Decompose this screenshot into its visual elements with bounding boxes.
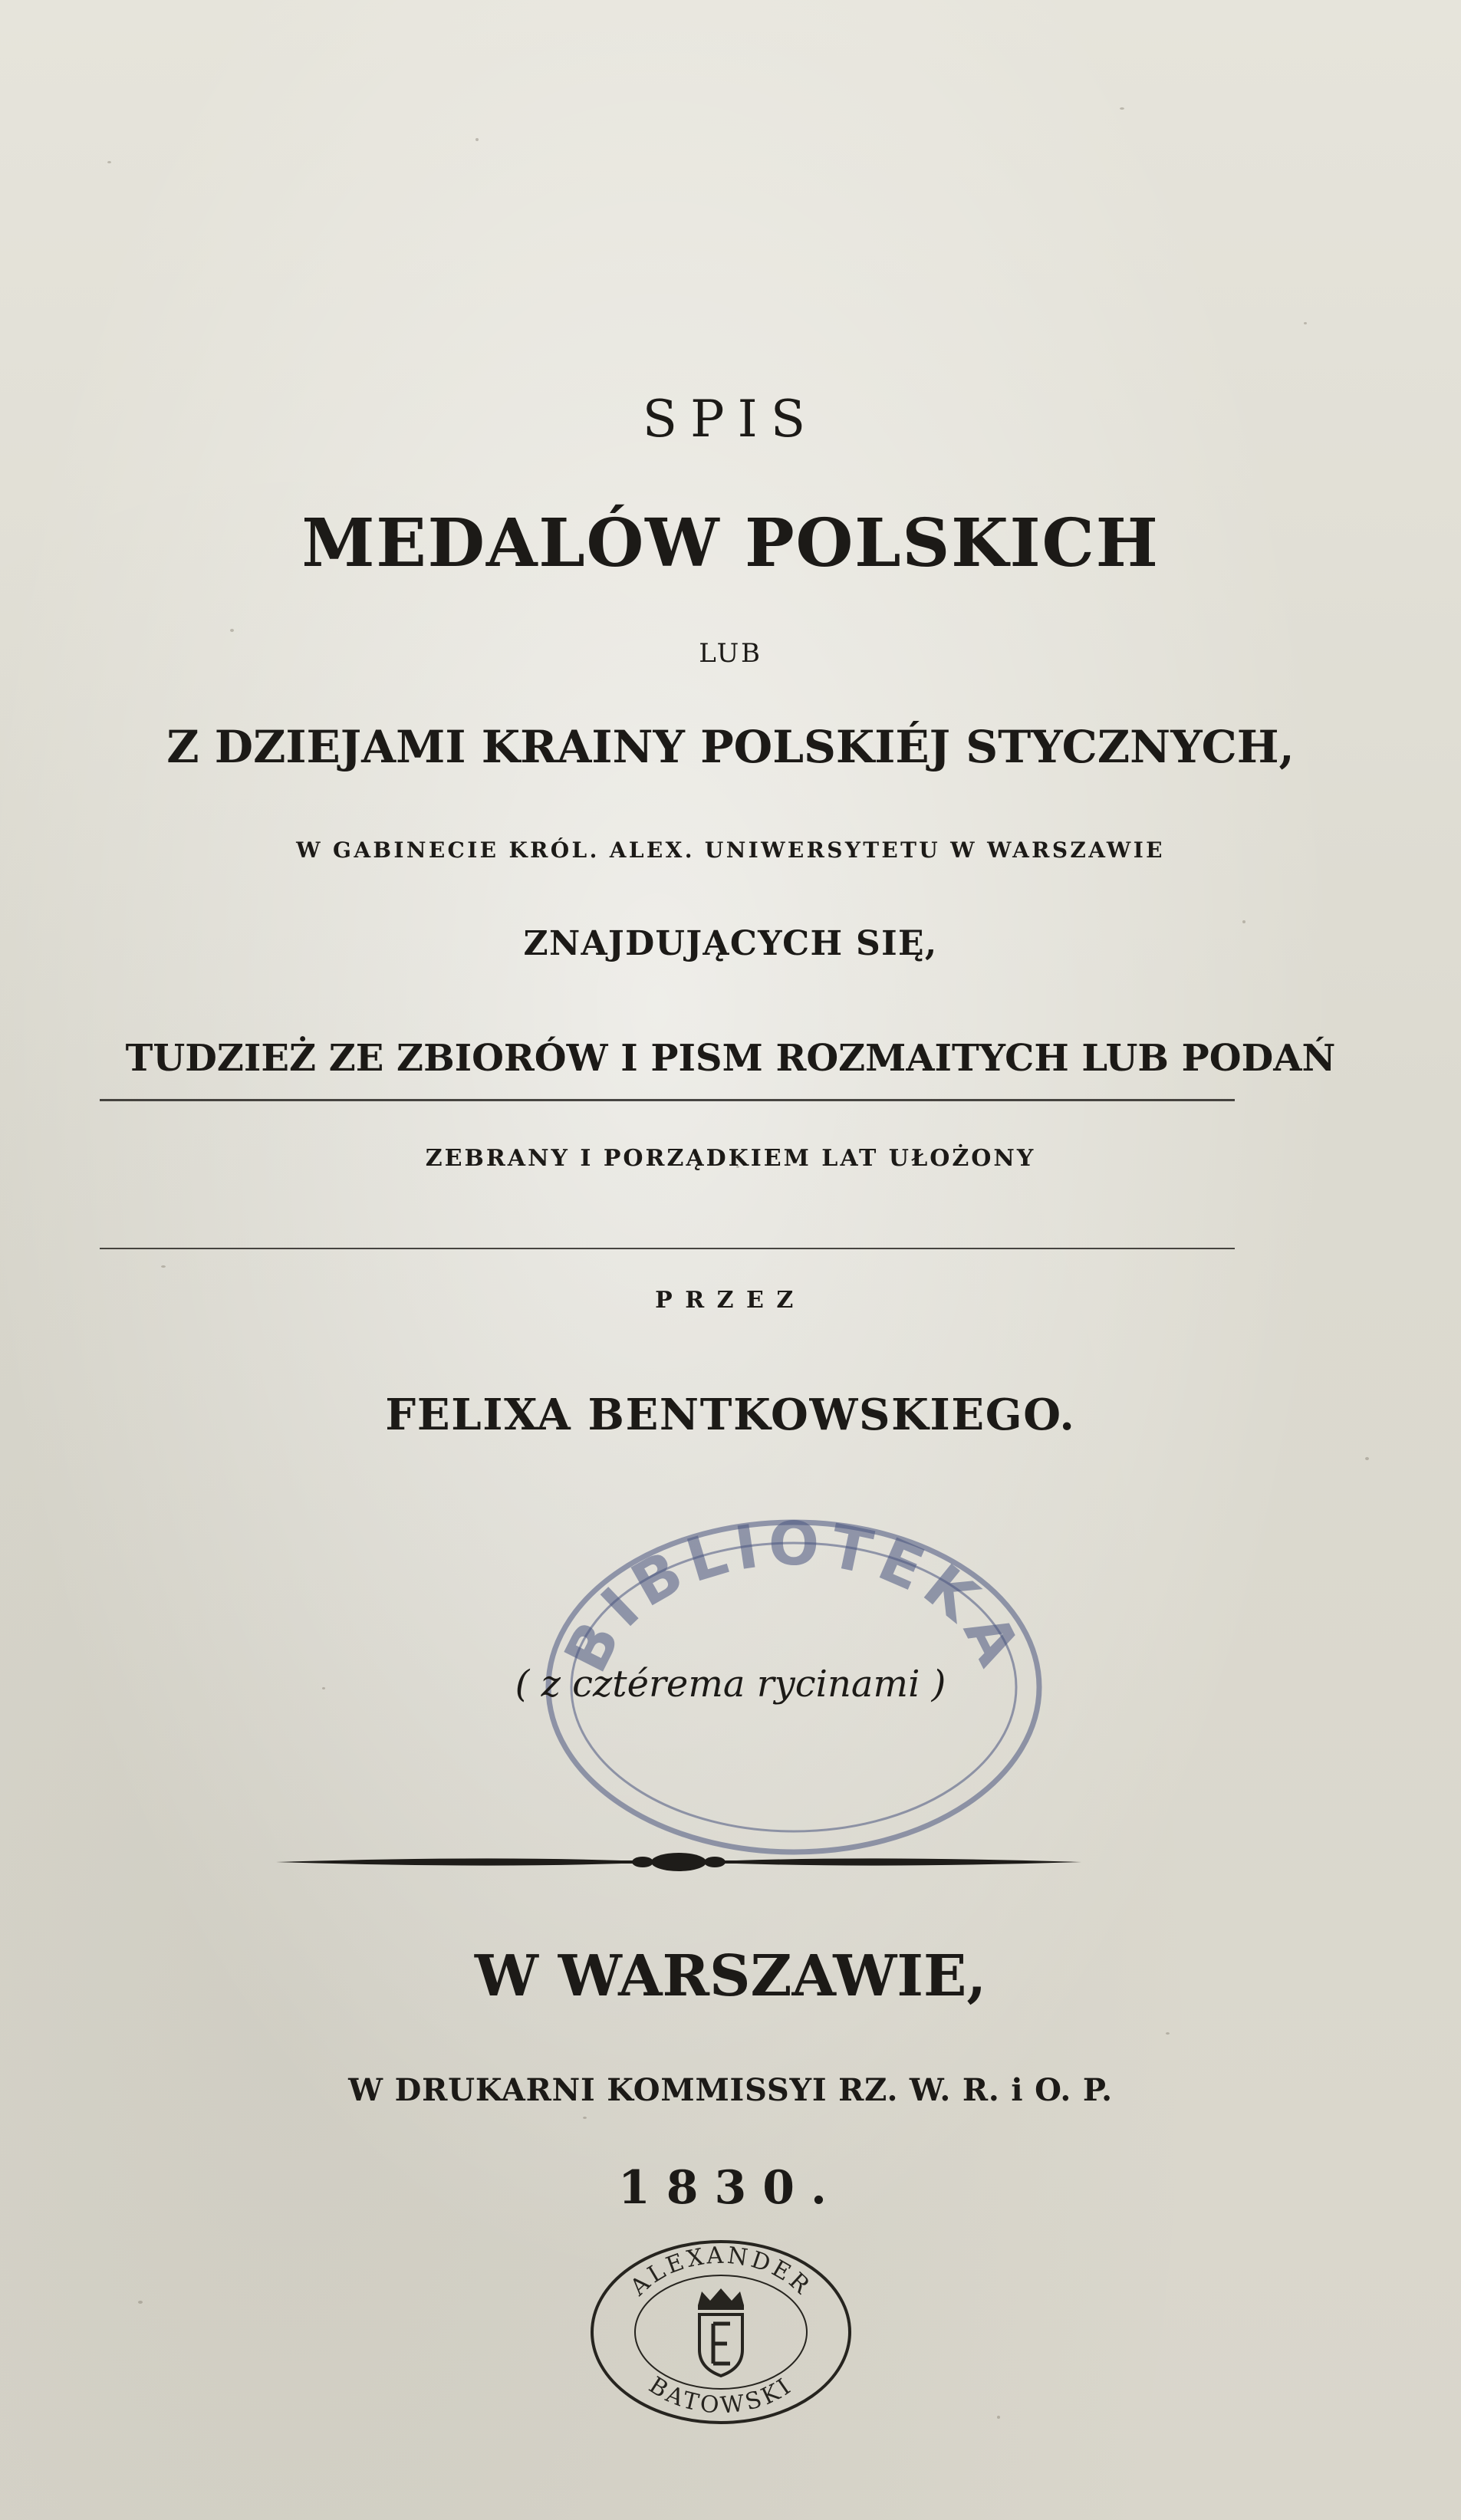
przez-line: PRZEZ — [655, 1287, 806, 1314]
title-spis: SPIS — [642, 390, 819, 449]
rule-under-tudziez — [100, 1099, 1235, 1101]
crown-icon — [698, 2288, 744, 2310]
tudziez-line: TUDZIEŻ ZE ZBIORÓW I PISM ROZMAITYCH LUB PODAŃ — [125, 1037, 1336, 1080]
paper-speck — [1304, 322, 1307, 324]
printer-line: W DRUKARNI KOMMISSYI RZ. W. R. i O. P. — [348, 2072, 1113, 2108]
owner-stamp-bottom: BATOWSKI — [643, 2371, 798, 2420]
paper-speck — [161, 1265, 166, 1268]
owner-stamp — [583, 2229, 859, 2428]
znajdujacych-line: ZNAJDUJĄCYCH SIĘ, — [523, 924, 938, 963]
paper-speck — [583, 2117, 587, 2119]
paper-speck — [1242, 920, 1245, 923]
paper-speck — [138, 2301, 143, 2304]
paper-speck — [1166, 2032, 1170, 2035]
paper-speck — [475, 138, 479, 141]
title-main: MEDALÓW POLSKICH — [301, 505, 1160, 582]
publication-place: W WARSZAWIE, — [474, 1943, 987, 2009]
shield-icon — [699, 2314, 742, 2376]
author-name: FELIXA BENTKOWSKIEGO. — [385, 1390, 1076, 1440]
ornamental-rule — [276, 1848, 1081, 1876]
paper-speck — [1120, 107, 1124, 110]
paper-speck — [1365, 1457, 1369, 1460]
illustrations-note: ( z cztérema rycinami ) — [515, 1663, 946, 1706]
title-lub: LUB — [699, 638, 762, 669]
location-line: W GABINECIE KRÓL. ALEX. UNIWERSYTETU W WARSZAWIE — [296, 837, 1165, 863]
subtitle: Z DZIEJAMI KRAINY POLSKIÉJ STYCZNYCH, — [166, 721, 1295, 773]
paper-speck — [230, 629, 234, 632]
paper-speck — [997, 2416, 1000, 2419]
zebrany-line: ZEBRANY I PORZĄDKIEM LAT UŁOŻONY — [425, 1145, 1036, 1172]
rule-under-zebrany — [100, 1248, 1235, 1249]
library-stamp-text: BIBLIOTEKA — [551, 1509, 1036, 1683]
paper-speck — [107, 161, 111, 163]
publication-year: 1830. — [618, 2161, 843, 2215]
owner-stamp-top: ALEXANDER — [625, 2242, 817, 2301]
